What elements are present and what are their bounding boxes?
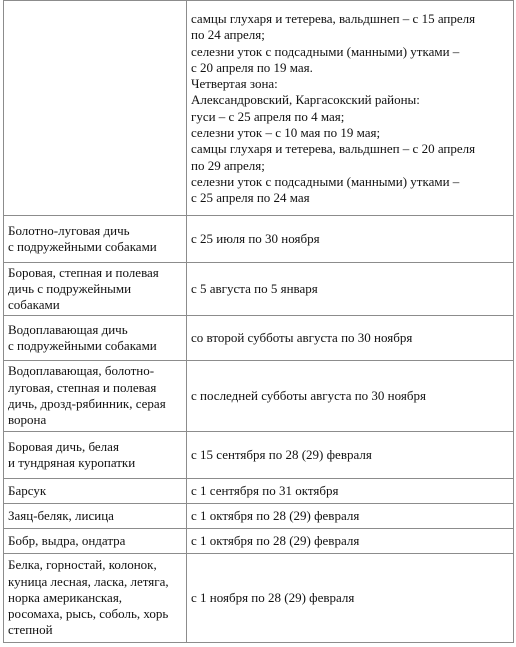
table-row	[4, 529, 514, 554]
game-line: ворона	[8, 412, 47, 428]
game-line: Боровая, степная и полевая	[8, 264, 159, 280]
game-line: степной	[8, 622, 53, 638]
period-text: с 15 сентября по 28 (29) февраля	[191, 446, 372, 462]
game-line: Белка, горностай, колонок,	[8, 557, 157, 573]
game-cell	[4, 316, 187, 361]
game-line: дичь, дрозд-рябинник, серая	[8, 396, 166, 411]
period-text: с 25 июля по 30 ноября	[191, 230, 320, 246]
game-line: Водоплавающая дичь	[8, 321, 128, 337]
game-line: с подружейными собаками	[8, 239, 157, 254]
period-cell	[187, 432, 514, 479]
text-line: Александровский, Каргасокский районы:	[191, 92, 420, 108]
period-cell	[187, 216, 514, 263]
table-row	[4, 432, 514, 479]
text-line: по 29 апреля;	[191, 157, 265, 173]
game-line: луговая, степная и полевая	[8, 379, 157, 395]
hunting-seasons-table	[3, 0, 514, 643]
game-line: дичь с подружейными	[8, 280, 132, 296]
period-text: с 1 ноября по 28 (29) февраля	[191, 589, 355, 605]
text-line: селезни уток с подсадными (манными) утками –	[191, 43, 460, 59]
text-line: с 25 апреля по 24 мая	[191, 190, 310, 206]
game-cell	[4, 361, 187, 432]
period-text: с последней субботы августа по 30 ноября	[191, 387, 426, 403]
period-cell	[187, 479, 514, 504]
period-cell	[187, 316, 514, 361]
period-cell	[187, 361, 514, 432]
game-line: Барсук	[8, 482, 47, 498]
game-line: с подружейными собаками	[8, 338, 157, 353]
game-cell-empty	[4, 1, 187, 216]
table-row	[4, 316, 514, 361]
game-cell	[4, 432, 187, 479]
table-row	[4, 504, 514, 529]
table-row	[4, 1, 514, 216]
season-dates-cell	[187, 1, 514, 216]
game-line: Водоплавающая, болотно-	[8, 363, 155, 379]
period-text: со второй субботы августа по 30 ноября	[191, 329, 413, 345]
period-cell	[187, 504, 514, 529]
table-row	[4, 554, 514, 643]
period-text: с 1 октября по 28 (29) февраля	[191, 532, 360, 548]
game-line: норка американская,	[8, 589, 123, 605]
text-line: самцы глухаря и тетерева, вальдшнеп – с 15 апреля	[191, 11, 476, 26]
period-cell	[187, 529, 514, 554]
text-line: гуси – с 25 апреля по 4 мая;	[191, 108, 345, 124]
text-line: по 24 апреля;	[191, 27, 265, 43]
game-cell	[4, 554, 187, 643]
game-line: Заяц-беляк, лисица	[8, 507, 114, 523]
text-line: самцы глухаря и тетерева, вальдшнеп – с 20 апреля	[191, 141, 476, 157]
table-row	[4, 361, 514, 432]
period-text: с 5 августа по 5 января	[191, 280, 318, 296]
text-line: селезни уток – с 10 мая по 19 мая;	[191, 125, 381, 141]
game-cell	[4, 479, 187, 504]
game-line: Бобр, выдра, ондатра	[8, 532, 126, 548]
table-row	[4, 216, 514, 263]
game-cell	[4, 263, 187, 316]
period-text: с 1 октября по 28 (29) февраля	[191, 507, 360, 523]
game-cell	[4, 504, 187, 529]
game-line: росомаха, рысь, соболь, хорь	[8, 606, 169, 622]
game-cell	[4, 216, 187, 263]
period-cell	[187, 554, 514, 643]
table-row	[4, 479, 514, 504]
text-line: с 20 апреля по 19 мая.	[191, 59, 313, 75]
game-line: и тундряная куропатки	[8, 455, 136, 470]
text-line: селезни уток с подсадными (манными) утками –	[191, 173, 460, 189]
game-line: Боровая дичь, белая	[8, 438, 119, 454]
table-row	[4, 263, 514, 316]
period-cell	[187, 263, 514, 316]
zone-heading: Четвертая зона:	[191, 76, 278, 92]
game-line: Болотно-луговая дичь	[8, 222, 130, 238]
game-line: куница лесная, ласка, летяга,	[8, 573, 169, 589]
game-cell	[4, 529, 187, 554]
game-line: собаками	[8, 297, 60, 313]
period-text: с 1 сентября по 31 октября	[191, 482, 339, 498]
